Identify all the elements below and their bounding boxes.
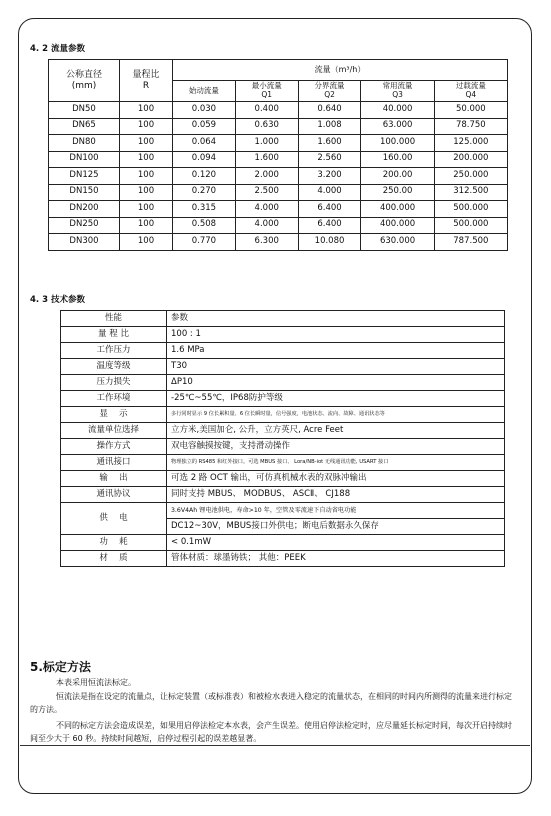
header-nominal-diameter: 公称直径 (mm): [49, 60, 120, 102]
table-cell: 787.500: [434, 234, 507, 251]
value-power-external: DC12~30V，MBUS接口外供电；断电后数据永久保存: [167, 519, 505, 535]
table-cell: 2.500: [235, 184, 298, 201]
table-cell: 4.000: [235, 201, 298, 218]
table-cell: 1.600: [235, 151, 298, 168]
table-row: [49, 118, 508, 135]
value-comm-interface: 物理独立的 RS485 和红外接口。可选 MBUS 接口、 Lora/NB-iot 无线通讯功能, USART 接口: [167, 455, 505, 471]
label-power: 供 电: [61, 503, 167, 535]
paragraph-constant-flow: 恒流法是指在设定的流量点，让标定装置（或标准表）和被检水表进入稳定的流量状态，在相同的时间内所测得的流量来进行标定的方法。: [30, 692, 512, 714]
table-cell: 10.080: [298, 234, 361, 251]
table-cell: DN100: [49, 151, 120, 168]
header-performance: 性能: [61, 311, 167, 327]
table-cell: 1.008: [298, 118, 361, 135]
table-cell: 0.094: [173, 151, 236, 168]
header-flow-3: 常用流量 Q3: [361, 81, 434, 102]
header-flow-0: 始动流量: [173, 81, 236, 102]
table-cell: 100: [120, 201, 173, 218]
table-cell: 100: [120, 217, 173, 234]
value-unit: 立方米,美国加仑, 公升，立方英尺, Acre Feet: [167, 423, 505, 439]
table-row: [49, 217, 508, 234]
table-cell: DN50: [49, 102, 120, 119]
label-environment: 工作环境: [61, 391, 167, 407]
table-cell: 0.508: [173, 217, 236, 234]
table-cell: DN65: [49, 118, 120, 135]
table-row: [49, 135, 508, 152]
value-range-ratio: 100 : 1: [167, 327, 505, 343]
table-row: [49, 102, 508, 119]
table-cell: 400.000: [361, 201, 434, 218]
label-temperature: 温度等级: [61, 359, 167, 375]
value-protocol: 同时支持 MBUS、 MODBUS、 ASCⅡ、 CJ188: [167, 487, 505, 503]
table-row: [49, 184, 508, 201]
table-cell: 0.770: [173, 234, 236, 251]
table-cell: 4.000: [298, 184, 361, 201]
table-cell: 2.000: [235, 168, 298, 185]
table-cell: 50.000: [434, 102, 507, 119]
table-cell: 100: [120, 234, 173, 251]
divider-line: [20, 745, 530, 746]
table-row: [49, 234, 508, 251]
table-cell: 1.600: [298, 135, 361, 152]
header-flow-group: 流量（m³/h）: [173, 60, 508, 81]
table-cell: DN200: [49, 201, 120, 218]
table-cell: 100: [120, 135, 173, 152]
table-cell: 0.064: [173, 135, 236, 152]
table-cell: 160.00: [361, 151, 434, 168]
value-environment: -25℃~55℃，IP68防护等级: [167, 391, 505, 407]
value-material: 管体材质：球墨铸铁； 其他：PEEK: [167, 551, 505, 567]
flow-parameter-table: [48, 59, 508, 251]
table-cell: DN125: [49, 168, 120, 185]
table-row: [49, 201, 508, 218]
table-cell: 0.315: [173, 201, 236, 218]
table-cell: 0.630: [235, 118, 298, 135]
paragraph-error: 不同的标定方法会造成误差，如果用启停法检定本水表，会产生误差。使用启停法检定时，应尽量延长标定时间，每次开启持续时间至少大于 60 秒。持续时间越短，启停过程引起的误差越显著。: [30, 721, 512, 743]
table-cell: 3.200: [298, 168, 361, 185]
table-cell: DN300: [49, 234, 120, 251]
table-cell: 63.000: [361, 118, 434, 135]
table-cell: 500.000: [434, 201, 507, 218]
label-unit: 流量单位选择: [61, 423, 167, 439]
header-parameter: 参数: [167, 311, 505, 327]
table-cell: 6.400: [298, 201, 361, 218]
table-cell: 0.400: [235, 102, 298, 119]
table-cell: 100: [120, 118, 173, 135]
label-comm-interface: 通讯接口: [61, 455, 167, 471]
header-range-ratio: 量程比 R: [120, 60, 173, 102]
table-cell: 200.00: [361, 168, 434, 185]
value-pressure-loss: ΔP10: [167, 375, 505, 391]
label-display: 显 示: [61, 407, 167, 423]
label-consumption: 功 耗: [61, 535, 167, 551]
value-consumption: < 0.1mW: [167, 535, 505, 551]
table-row: [49, 151, 508, 168]
header-flow-4: 过载流量 Q4: [434, 81, 507, 102]
table-cell: 0.640: [298, 102, 361, 119]
table-cell: 312.500: [434, 184, 507, 201]
table-row: [49, 168, 508, 185]
table-cell: 250.00: [361, 184, 434, 201]
label-pressure-loss: 压力损失: [61, 375, 167, 391]
label-material: 材 质: [61, 551, 167, 567]
value-power-battery: 3.6V4Ah 锂电池供电，寿命>10 年，空管及零流速下自动省电功能: [167, 503, 505, 519]
table-cell: 125.000: [434, 135, 507, 152]
table-cell: 100: [120, 184, 173, 201]
table-cell: DN150: [49, 184, 120, 201]
technical-parameter-table: [60, 310, 505, 567]
table-cell: 0.270: [173, 184, 236, 201]
table-cell: 78.750: [434, 118, 507, 135]
header-flow-1: 最小流量 Q1: [235, 81, 298, 102]
value-output: 可选 2 路 OCT 输出，可仿真机械水表的双脉冲输出: [167, 471, 505, 487]
value-temperature: T30: [167, 359, 505, 375]
table-cell: 4.000: [235, 217, 298, 234]
table-cell: 200.000: [434, 151, 507, 168]
table-cell: 630.000: [361, 234, 434, 251]
label-output: 输 出: [61, 471, 167, 487]
table-cell: 1.000: [235, 135, 298, 152]
header-flow-2: 分界流量 Q2: [298, 81, 361, 102]
table-cell: 6.400: [298, 217, 361, 234]
table-cell: 100: [120, 151, 173, 168]
value-pressure: 1.6 MPa: [167, 343, 505, 359]
section-4-3-title: 4. 3 技术参数: [30, 295, 85, 305]
table-cell: 0.030: [173, 102, 236, 119]
table-cell: 40.000: [361, 102, 434, 119]
table-cell: 250.000: [434, 168, 507, 185]
paragraph-method: 本表采用恒流法标定。: [56, 678, 136, 687]
value-operation: 双电容触摸按键，支持滑动操作: [167, 439, 505, 455]
table-cell: DN80: [49, 135, 120, 152]
section-4-2-title: 4. 2 流量参数: [30, 44, 85, 54]
table-cell: DN250: [49, 217, 120, 234]
table-cell: 0.059: [173, 118, 236, 135]
label-operation: 操作方式: [61, 439, 167, 455]
table-cell: 400.000: [361, 217, 434, 234]
table-cell: 100.000: [361, 135, 434, 152]
table-cell: 100: [120, 168, 173, 185]
table-cell: 100: [120, 102, 173, 119]
table-cell: 6.300: [235, 234, 298, 251]
value-display: 多行同时显示 9 位长累积量、6 位长瞬时量，信号强度，电池状态、流向、故障、通讯状态等: [167, 407, 505, 423]
table-cell: 0.120: [173, 168, 236, 185]
table-cell: 2.560: [298, 151, 361, 168]
section-5-title: 5.标定方法: [30, 660, 91, 674]
label-protocol: 通讯协议: [61, 487, 167, 503]
table-cell: 500.000: [434, 217, 507, 234]
label-pressure: 工作压力: [61, 343, 167, 359]
label-range-ratio: 量 程 比: [61, 327, 167, 343]
